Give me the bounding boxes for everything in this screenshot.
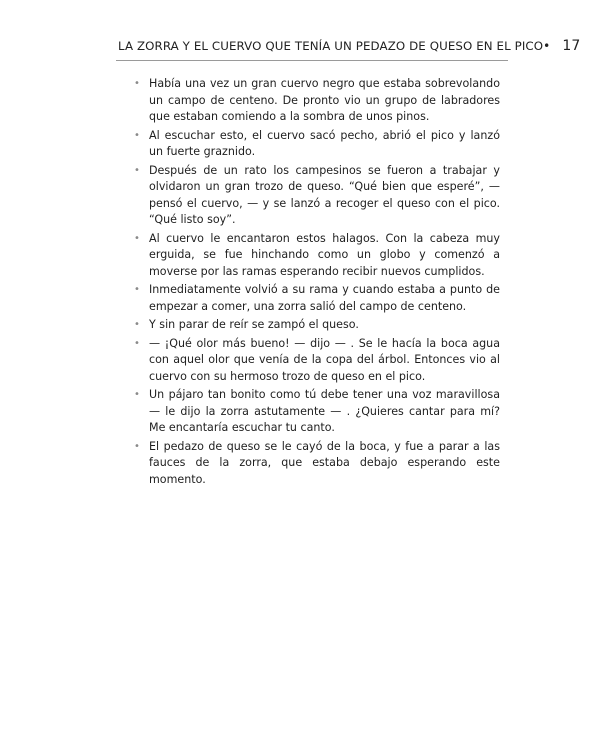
bullet-icon: • bbox=[134, 319, 140, 330]
bullet-icon: • bbox=[134, 440, 140, 452]
story-paragraph bbox=[128, 231, 500, 281]
paragraph-text: El pedazo de queso se le cayó de la boca, y fue a parar a las fauces de la zorra, que estaba debajo esperando este momento. bbox=[149, 439, 500, 486]
page-number: 17 bbox=[562, 38, 581, 54]
bullet-icon: • bbox=[134, 129, 140, 141]
paragraph-text: Había una vez un gran cuervo negro que estaba sobrevolando un campo de centeno. De pronto vio un grupo de labradores que estaban comiendo a la sombra de unos pinos. bbox=[149, 77, 500, 123]
header-separator: • bbox=[543, 39, 551, 53]
bullet-icon: • bbox=[134, 389, 140, 400]
story-paragraph bbox=[128, 336, 500, 386]
story-paragraph bbox=[128, 128, 500, 161]
header-right bbox=[543, 38, 580, 54]
story-paragraph bbox=[128, 163, 500, 229]
story-paragraph bbox=[128, 439, 500, 489]
bullet-icon: • bbox=[134, 284, 140, 295]
story-paragraph bbox=[128, 317, 500, 334]
running-header bbox=[118, 38, 581, 58]
paragraph-text: Un pájaro tan bonito como tú debe tener una voz maravillosa — le dijo la zorra astutamente — . ¿Quieres cantar para mí? Me encantaría escuchar tu canto. bbox=[149, 388, 500, 434]
paragraph-text: Al cuervo le encantaron estos halagos. Con la cabeza muy erguida, se fue hinchando como un globo y comenzó a moverse por las ramas esperando recibir nuevos cumplidos. bbox=[149, 231, 500, 278]
bullet-icon: • bbox=[134, 232, 140, 244]
bullet-icon: • bbox=[134, 337, 140, 349]
bullet-icon: • bbox=[134, 78, 140, 89]
story-paragraph bbox=[128, 387, 500, 437]
running-title: LA ZORRA Y EL CUERVO QUE TENÍA UN PEDAZO DE QUESO EN EL PICO bbox=[118, 39, 544, 53]
story-list bbox=[128, 76, 500, 490]
story-paragraph bbox=[128, 76, 500, 126]
paragraph-text: — ¡Qué olor más bueno! — dijo — . Se le hacía la boca agua con aquel olor que venía de la copa del árbol. Entonces vio al cuervo con su hermoso trozo de queso en el pico. bbox=[149, 336, 500, 383]
story-paragraph bbox=[128, 282, 500, 315]
paragraph-text: Y sin parar de reír se zampó el queso. bbox=[149, 318, 359, 331]
paragraph-text: Inmediatamente volvió a su rama y cuando estaba a punto de empezar a comer, una zorra salió del campo de centeno. bbox=[149, 283, 500, 313]
header-rule bbox=[116, 60, 508, 61]
paragraph-text: Al escuchar esto, el cuervo sacó pecho, abrió el pico y lanzó un fuerte graznido. bbox=[149, 128, 500, 158]
paragraph-text: Después de un rato los campesinos se fueron a trabajar y olvidaron un gran trozo de queso. “Qué bien que esperé”, — pensó el cuervo, — y se lanzó a recoger el queso con el pico. “Qué listo soy”. bbox=[149, 163, 500, 226]
bullet-icon: • bbox=[134, 164, 140, 176]
